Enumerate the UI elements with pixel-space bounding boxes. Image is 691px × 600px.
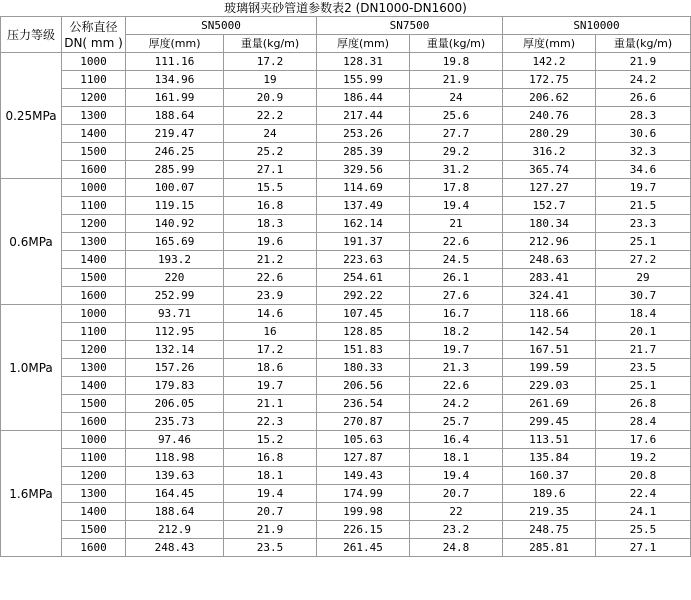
sn5000-weight-cell: 21.2	[224, 251, 317, 269]
sn5000-thickness-cell: 188.64	[126, 107, 224, 125]
sn10000-weight-header: 重量(kg/m)	[596, 35, 691, 53]
sn7500-weight-cell: 24.2	[410, 395, 503, 413]
sn7500-weight-cell: 20.7	[410, 485, 503, 503]
table-row	[1, 89, 691, 107]
sn5000-thickness-cell: 111.16	[126, 53, 224, 71]
sn10000-thickness-cell: 240.76	[503, 107, 596, 125]
sn10000-thickness-cell: 261.69	[503, 395, 596, 413]
dn-header	[62, 17, 126, 53]
sn5000-thickness-cell: 164.45	[126, 485, 224, 503]
sn7500-weight-cell: 21.3	[410, 359, 503, 377]
sn7500-thickness-cell: 199.98	[317, 503, 410, 521]
sn5000-thickness-cell: 206.05	[126, 395, 224, 413]
pressure-cell: 0.6MPa	[1, 179, 62, 305]
sn10000-thickness-cell: 180.34	[503, 215, 596, 233]
dn-cell: 1100	[62, 449, 126, 467]
dn-cell: 1100	[62, 197, 126, 215]
sn7500-thickness-cell: 114.69	[317, 179, 410, 197]
sn7500-thickness-cell: 128.85	[317, 323, 410, 341]
sn5000-weight-cell: 19.4	[224, 485, 317, 503]
sn5000-thickness-cell: 246.25	[126, 143, 224, 161]
sn5000-thickness-cell: 165.69	[126, 233, 224, 251]
sn5000-weight-cell: 16	[224, 323, 317, 341]
sn7500-thickness-cell: 261.45	[317, 539, 410, 557]
sn10000-weight-cell: 21.9	[596, 53, 691, 71]
sn7500-weight-cell: 21	[410, 215, 503, 233]
sn7500-weight-header: 重量(kg/m)	[410, 35, 503, 53]
sn10000-weight-cell: 19.2	[596, 449, 691, 467]
sn10000-thickness-cell: 212.96	[503, 233, 596, 251]
sn7500-weight-cell: 24.5	[410, 251, 503, 269]
sn10000-thickness-cell: 219.35	[503, 503, 596, 521]
sn10000-thickness-cell: 127.27	[503, 179, 596, 197]
sn7500-weight-cell: 17.8	[410, 179, 503, 197]
sn10000-weight-cell: 26.6	[596, 89, 691, 107]
table-row	[1, 233, 691, 251]
table-row	[1, 125, 691, 143]
sn7500-thickness-cell: 151.83	[317, 341, 410, 359]
sn10000-thickness-cell: 248.75	[503, 521, 596, 539]
sn10000-weight-cell: 17.6	[596, 431, 691, 449]
sn5000-weight-cell: 27.1	[224, 161, 317, 179]
sn7500-weight-cell: 27.6	[410, 287, 503, 305]
sn7500-weight-cell: 27.7	[410, 125, 503, 143]
sn5000-thickness-cell: 188.64	[126, 503, 224, 521]
sn5000-thickness-cell: 220	[126, 269, 224, 287]
sn7500-weight-cell: 29.2	[410, 143, 503, 161]
sn7500-weight-cell: 19.4	[410, 467, 503, 485]
sn10000-thickness-cell: 152.7	[503, 197, 596, 215]
sn7500-weight-cell: 22	[410, 503, 503, 521]
table-row	[1, 143, 691, 161]
sn5000-weight-cell: 21.1	[224, 395, 317, 413]
sn7500-weight-cell: 25.7	[410, 413, 503, 431]
sn5000-weight-cell: 23.9	[224, 287, 317, 305]
sn7500-weight-cell: 24.8	[410, 539, 503, 557]
dn-cell: 1600	[62, 161, 126, 179]
table-row	[1, 395, 691, 413]
table-body	[1, 17, 691, 557]
pressure-cell: 1.6MPa	[1, 431, 62, 557]
sn7500-thickness-cell: 155.99	[317, 71, 410, 89]
sn7500-weight-cell: 18.2	[410, 323, 503, 341]
sn7500-thickness-cell: 127.87	[317, 449, 410, 467]
table-row	[1, 341, 691, 359]
sn5000-thickness-header: 厚度(mm)	[126, 35, 224, 53]
sn7500-thickness-cell: 180.33	[317, 359, 410, 377]
sn10000-thickness-cell: 135.84	[503, 449, 596, 467]
sn10000-weight-cell: 23.5	[596, 359, 691, 377]
table-row	[1, 107, 691, 125]
sn10000-weight-cell: 20.1	[596, 323, 691, 341]
table-row	[1, 485, 691, 503]
sn10000-weight-cell: 30.7	[596, 287, 691, 305]
table-row	[1, 377, 691, 395]
dn-header-line1: 公称直径	[69, 19, 118, 34]
sn10000-weight-cell: 34.6	[596, 161, 691, 179]
sn7500-thickness-header: 厚度(mm)	[317, 35, 410, 53]
sn10000-thickness-cell: 280.29	[503, 125, 596, 143]
pressure-cell: 1.0MPa	[1, 305, 62, 431]
dn-cell: 1400	[62, 125, 126, 143]
sn5000-weight-cell: 22.6	[224, 269, 317, 287]
dn-cell: 1200	[62, 89, 126, 107]
sn7500-weight-cell: 26.1	[410, 269, 503, 287]
sn5000-weight-cell: 15.2	[224, 431, 317, 449]
table-row	[1, 323, 691, 341]
sn10000-thickness-cell: 299.45	[503, 413, 596, 431]
dn-cell: 1400	[62, 503, 126, 521]
table-row	[1, 161, 691, 179]
sn7500-thickness-cell: 162.14	[317, 215, 410, 233]
sn5000-weight-cell: 18.3	[224, 215, 317, 233]
dn-cell: 1200	[62, 467, 126, 485]
dn-cell: 1500	[62, 143, 126, 161]
sn7500-weight-cell: 23.2	[410, 521, 503, 539]
table-row	[1, 305, 691, 323]
sn5000-thickness-cell: 97.46	[126, 431, 224, 449]
table-row	[1, 215, 691, 233]
sn7500-thickness-cell: 186.44	[317, 89, 410, 107]
sn5000-weight-cell: 21.9	[224, 521, 317, 539]
sn5000-thickness-cell: 161.99	[126, 89, 224, 107]
sn7500-thickness-cell: 285.39	[317, 143, 410, 161]
pressure-header: 压力等级	[1, 17, 62, 53]
dn-cell: 1400	[62, 377, 126, 395]
sn5000-weight-cell: 19.7	[224, 377, 317, 395]
table-row	[1, 539, 691, 557]
sn10000-weight-cell: 27.1	[596, 539, 691, 557]
sn10000-weight-cell: 21.5	[596, 197, 691, 215]
sn10000-thickness-header: 厚度(mm)	[503, 35, 596, 53]
sn5000-weight-cell: 20.7	[224, 503, 317, 521]
sn10000-thickness-cell: 199.59	[503, 359, 596, 377]
sn7500-weight-cell: 22.6	[410, 377, 503, 395]
sn10000-weight-cell: 23.3	[596, 215, 691, 233]
sn5000-weight-cell: 17.2	[224, 53, 317, 71]
dn-cell: 1200	[62, 215, 126, 233]
sn10000-thickness-cell: 142.54	[503, 323, 596, 341]
dn-cell: 1600	[62, 413, 126, 431]
table-row	[1, 359, 691, 377]
sn5000-weight-cell: 22.2	[224, 107, 317, 125]
dn-cell: 1200	[62, 341, 126, 359]
sn7500-weight-cell: 19.7	[410, 341, 503, 359]
dn-cell: 1300	[62, 485, 126, 503]
sn10000-thickness-cell: 142.2	[503, 53, 596, 71]
dn-cell: 1100	[62, 323, 126, 341]
sn5000-thickness-cell: 112.95	[126, 323, 224, 341]
sn10000-weight-cell: 29	[596, 269, 691, 287]
sn5000-thickness-cell: 132.14	[126, 341, 224, 359]
sn10000-weight-cell: 26.8	[596, 395, 691, 413]
table-row	[1, 269, 691, 287]
sn7500-weight-cell: 31.2	[410, 161, 503, 179]
sn7500-weight-cell: 25.6	[410, 107, 503, 125]
sn7500-thickness-cell: 292.22	[317, 287, 410, 305]
sn7500-thickness-cell: 226.15	[317, 521, 410, 539]
sn7500-thickness-cell: 107.45	[317, 305, 410, 323]
sn10000-weight-cell: 32.3	[596, 143, 691, 161]
dn-cell: 1000	[62, 431, 126, 449]
sn5000-thickness-cell: 248.43	[126, 539, 224, 557]
sn10000-weight-cell: 21.7	[596, 341, 691, 359]
sn5000-thickness-cell: 212.9	[126, 521, 224, 539]
sn7500-thickness-cell: 206.56	[317, 377, 410, 395]
sn10000-thickness-cell: 316.2	[503, 143, 596, 161]
table-row	[1, 287, 691, 305]
sn5000-weight-cell: 16.8	[224, 197, 317, 215]
sn7500-thickness-cell: 329.56	[317, 161, 410, 179]
dn-cell: 1100	[62, 71, 126, 89]
sn7500-weight-cell: 18.1	[410, 449, 503, 467]
sn5000-thickness-cell: 118.98	[126, 449, 224, 467]
sn10000-header: SN10000	[503, 17, 691, 35]
sn10000-thickness-cell: 113.51	[503, 431, 596, 449]
sn5000-weight-cell: 14.6	[224, 305, 317, 323]
sn7500-weight-cell: 19.8	[410, 53, 503, 71]
sn7500-thickness-cell: 223.63	[317, 251, 410, 269]
sn7500-thickness-cell: 236.54	[317, 395, 410, 413]
sn10000-thickness-cell: 167.51	[503, 341, 596, 359]
sn5000-thickness-cell: 157.26	[126, 359, 224, 377]
dn-cell: 1000	[62, 305, 126, 323]
parameter-table	[0, 16, 691, 557]
sn5000-thickness-cell: 139.63	[126, 467, 224, 485]
sn7500-weight-cell: 22.6	[410, 233, 503, 251]
sn10000-weight-cell: 28.3	[596, 107, 691, 125]
table-row	[1, 71, 691, 89]
dn-cell: 1500	[62, 395, 126, 413]
dn-cell: 1300	[62, 359, 126, 377]
pressure-cell: 0.25MPa	[1, 53, 62, 179]
sn5000-thickness-cell: 285.99	[126, 161, 224, 179]
sn5000-thickness-cell: 179.83	[126, 377, 224, 395]
sn5000-weight-cell: 23.5	[224, 539, 317, 557]
sn7500-weight-cell: 21.9	[410, 71, 503, 89]
sn5000-header: SN5000	[126, 17, 317, 35]
sn5000-weight-cell: 16.8	[224, 449, 317, 467]
dn-cell: 1500	[62, 521, 126, 539]
sn10000-weight-cell: 24.2	[596, 71, 691, 89]
dn-cell: 1500	[62, 269, 126, 287]
sn5000-weight-cell: 20.9	[224, 89, 317, 107]
sn10000-weight-cell: 27.2	[596, 251, 691, 269]
sn10000-thickness-cell: 172.75	[503, 71, 596, 89]
dn-cell: 1000	[62, 179, 126, 197]
sn10000-weight-cell: 25.1	[596, 233, 691, 251]
dn-cell: 1300	[62, 233, 126, 251]
sn5000-weight-header: 重量(kg/m)	[224, 35, 317, 53]
table-row	[1, 197, 691, 215]
sn10000-thickness-cell: 118.66	[503, 305, 596, 323]
dn-cell: 1400	[62, 251, 126, 269]
sn7500-thickness-cell: 174.99	[317, 485, 410, 503]
sn5000-weight-cell: 18.6	[224, 359, 317, 377]
sn10000-thickness-cell: 189.6	[503, 485, 596, 503]
sn10000-weight-cell: 24.1	[596, 503, 691, 521]
sn10000-thickness-cell: 285.81	[503, 539, 596, 557]
dn-cell: 1000	[62, 53, 126, 71]
table-row	[1, 53, 691, 71]
sn10000-weight-cell: 25.5	[596, 521, 691, 539]
sn5000-weight-cell: 19	[224, 71, 317, 89]
sn5000-thickness-cell: 252.99	[126, 287, 224, 305]
sn5000-thickness-cell: 100.07	[126, 179, 224, 197]
sn10000-thickness-cell: 248.63	[503, 251, 596, 269]
sn7500-thickness-cell: 217.44	[317, 107, 410, 125]
sn5000-weight-cell: 24	[224, 125, 317, 143]
sn5000-weight-cell: 17.2	[224, 341, 317, 359]
table-row	[1, 179, 691, 197]
sn5000-thickness-cell: 193.2	[126, 251, 224, 269]
sn10000-weight-cell: 22.4	[596, 485, 691, 503]
sn10000-weight-cell: 20.8	[596, 467, 691, 485]
table-title: 玻璃钢夹砂管道参数表2 (DN1000-DN1600)	[224, 1, 467, 15]
sn5000-weight-cell: 18.1	[224, 467, 317, 485]
sn10000-thickness-cell: 283.41	[503, 269, 596, 287]
sn10000-weight-cell: 18.4	[596, 305, 691, 323]
sn10000-weight-cell: 19.7	[596, 179, 691, 197]
sn7500-header: SN7500	[317, 17, 503, 35]
sn7500-thickness-cell: 149.43	[317, 467, 410, 485]
sn5000-thickness-cell: 134.96	[126, 71, 224, 89]
table-row	[1, 467, 691, 485]
sn7500-thickness-cell: 191.37	[317, 233, 410, 251]
sn10000-thickness-cell: 206.62	[503, 89, 596, 107]
sn7500-weight-cell: 19.4	[410, 197, 503, 215]
sn10000-weight-cell: 28.4	[596, 413, 691, 431]
sn5000-thickness-cell: 219.47	[126, 125, 224, 143]
table-row	[1, 503, 691, 521]
sn5000-thickness-cell: 119.15	[126, 197, 224, 215]
sn7500-thickness-cell: 105.63	[317, 431, 410, 449]
dn-cell: 1600	[62, 287, 126, 305]
sn7500-thickness-cell: 128.31	[317, 53, 410, 71]
sn10000-thickness-cell: 160.37	[503, 467, 596, 485]
table-row	[1, 449, 691, 467]
sn5000-weight-cell: 19.6	[224, 233, 317, 251]
sn5000-weight-cell: 15.5	[224, 179, 317, 197]
sn5000-thickness-cell: 140.92	[126, 215, 224, 233]
sn7500-thickness-cell: 253.26	[317, 125, 410, 143]
sn5000-thickness-cell: 235.73	[126, 413, 224, 431]
table-row	[1, 431, 691, 449]
sn10000-thickness-cell: 229.03	[503, 377, 596, 395]
header-row-1	[1, 17, 691, 35]
sn7500-thickness-cell: 270.87	[317, 413, 410, 431]
sn5000-thickness-cell: 93.71	[126, 305, 224, 323]
dn-cell: 1300	[62, 107, 126, 125]
sn10000-weight-cell: 25.1	[596, 377, 691, 395]
dn-header-line2: DN( mm )	[64, 35, 123, 50]
sn5000-weight-cell: 22.3	[224, 413, 317, 431]
dn-cell: 1600	[62, 539, 126, 557]
sn7500-weight-cell: 16.7	[410, 305, 503, 323]
sn7500-weight-cell: 24	[410, 89, 503, 107]
sn7500-weight-cell: 16.4	[410, 431, 503, 449]
table-row	[1, 413, 691, 431]
sn10000-thickness-cell: 365.74	[503, 161, 596, 179]
sn10000-thickness-cell: 324.41	[503, 287, 596, 305]
sn7500-thickness-cell: 137.49	[317, 197, 410, 215]
table-row	[1, 521, 691, 539]
sn7500-thickness-cell: 254.61	[317, 269, 410, 287]
table-row	[1, 251, 691, 269]
sn10000-weight-cell: 30.6	[596, 125, 691, 143]
sn5000-weight-cell: 25.2	[224, 143, 317, 161]
